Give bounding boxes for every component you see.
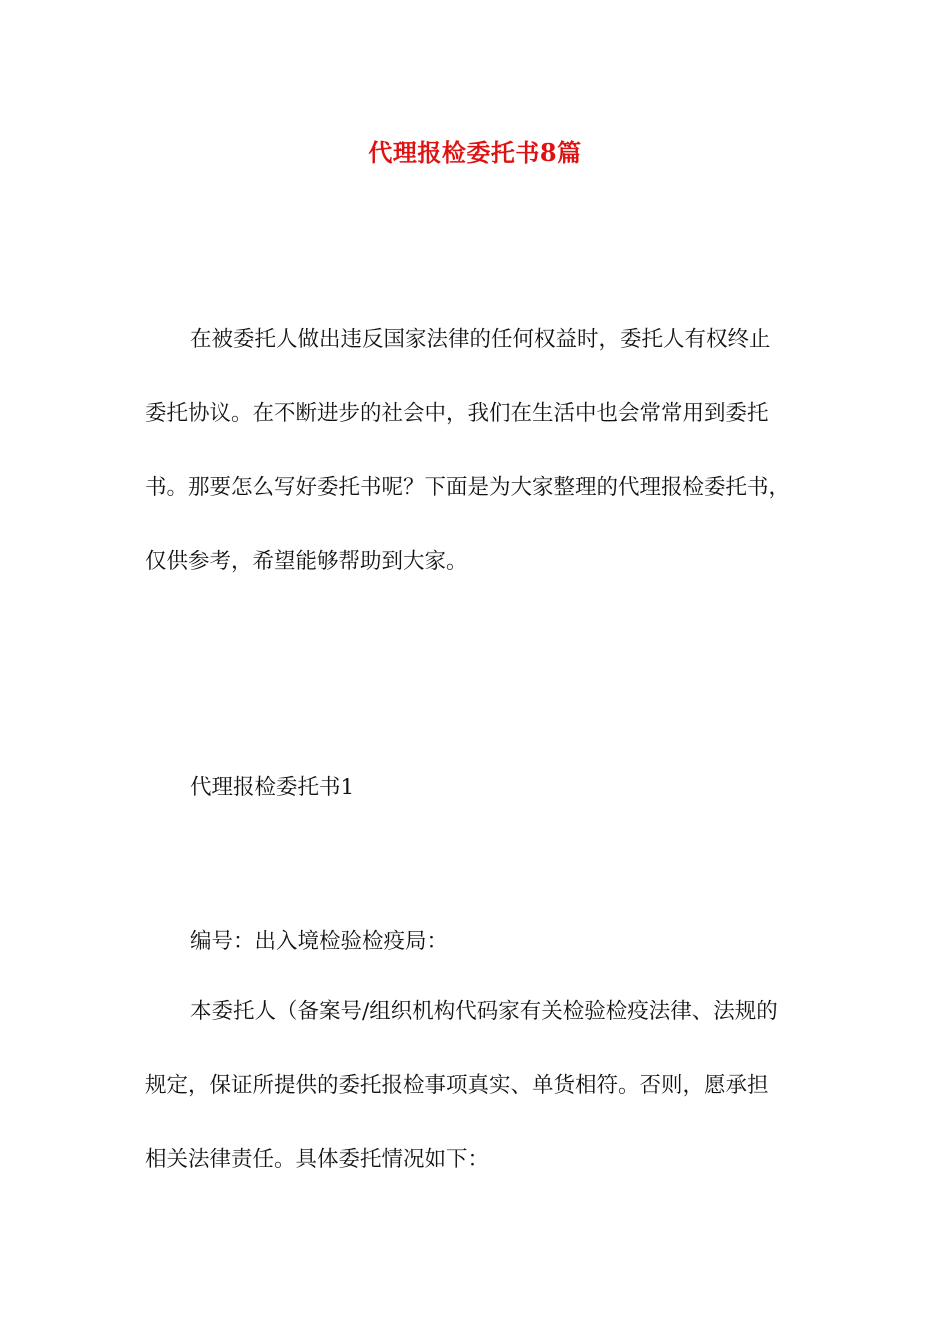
intro-line: 书。那要怎么写好委托书呢？下面是为大家整理的代理报检委托书， — [145, 475, 791, 500]
document-title: 代理报检委托书8篇 — [368, 138, 582, 167]
section-heading: 代理报检委托书1 — [190, 775, 355, 800]
intro-line: 在被委托人做出违反国家法律的任何权益时，委托人有权终止 — [190, 327, 771, 352]
intro-line: 委托协议。在不断进步的社会中，我们在生活中也会常常用到委托 — [145, 401, 769, 426]
intro-line: 仅供参考，希望能够帮助到大家。 — [145, 549, 468, 574]
intro-paragraph — [145, 323, 815, 619]
number-line: 编号：出入境检验检疫局： — [190, 929, 449, 954]
body-line: 本委托人（备案号/组织机构代码家有关检验检疫法律、法规的 — [190, 999, 778, 1024]
body-paragraph — [145, 995, 815, 1217]
body-line: 相关法律责任。具体委托情况如下： — [145, 1147, 490, 1172]
body-line: 规定，保证所提供的委托报检事项真实、单货相符。否则，愿承担 — [145, 1073, 769, 1098]
